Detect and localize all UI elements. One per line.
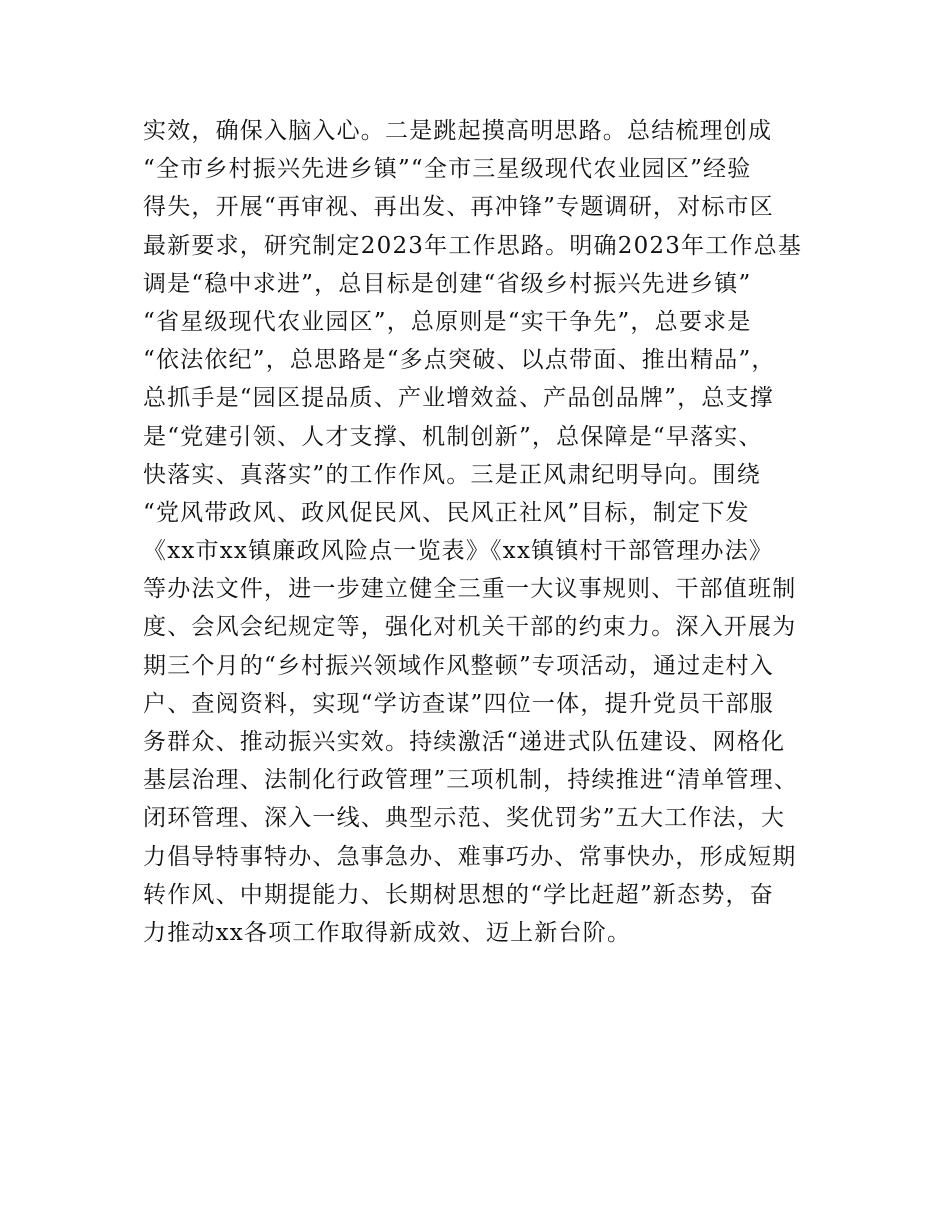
paragraph-line: 快落实、真落实”的工作作风。三是正风肃纪明导向。围绕 bbox=[143, 461, 761, 488]
paragraph-line: 力推动xx各项工作取得新成效、迈上新台阶。 bbox=[143, 919, 632, 946]
paragraph-line: 户、查阅资料，实现“学访查谋”四位一体，提升党员干部服 bbox=[143, 690, 774, 717]
paragraph-line: “全市乡村振兴先进乡镇”“全市三星级现代农业园区”经验 bbox=[143, 156, 752, 183]
paragraph-line: 务群众、推动振兴实效。持续激活“递进式队伍建设、网格化 bbox=[143, 729, 786, 755]
paragraph-line: “依法依纪”，总思路是“多点突破、以点带面、推出精品”， bbox=[143, 347, 776, 374]
paragraph-line: 总抓手是“园区提品质、产业增效益、产品创品牌”，总支撑 bbox=[143, 385, 774, 412]
paragraph-line: 等办法文件，进一步建立健全三重一大议事规则、干部值班制 bbox=[143, 576, 797, 603]
paragraph-line: 力倡导特事特办、急事急办、难事巧办、常事快办，形成短期 bbox=[143, 843, 797, 870]
paragraph-line: 是“党建引领、人才支撑、机制创新”，总保障是“早落实、 bbox=[143, 423, 763, 450]
paragraph-line: 最新要求，研究制定2023年工作思路。明确2023年工作总基 bbox=[143, 232, 803, 259]
paragraph-line: “省星级现代农业园区”，总原则是“实干争先”，总要求是 bbox=[143, 308, 752, 335]
paragraph-line: 得失，开展“再审视、再出发、再冲锋”专题调研，对标市区 bbox=[143, 194, 774, 221]
body-paragraph bbox=[143, 112, 843, 952]
paragraph-line: 《xx市xx镇廉政风险点一览表》《xx镇镇村干部管理办法》 bbox=[143, 538, 774, 565]
paragraph-line: “党风带政风、政风促民风、民风正社风”目标，制定下发 bbox=[143, 499, 750, 526]
paragraph-line: 基层治理、法制化行政管理”三项机制，持续推进“清单管理、 bbox=[143, 767, 799, 794]
paragraph-line: 转作风、中期提能力、长期树思想的“学比赶超”新态势，奋 bbox=[143, 881, 774, 908]
paragraph-line: 实效，确保入脑入心。二是跳起摸高明思路。总结梳理创成 bbox=[143, 118, 773, 144]
paragraph-line: 期三个月的“乡村振兴领域作风整顿”专项活动，通过走村入 bbox=[143, 652, 774, 679]
paragraph-line: 调是“稳中求进”，总目标是创建“省级乡村振兴先进乡镇” bbox=[143, 270, 752, 297]
paragraph-line: 闭环管理、深入一线、典型示范、奖优罚劣”五大工作法，大 bbox=[143, 805, 786, 832]
paragraph-line: 度、会风会纪规定等，强化对机关干部的约束力。深入开展为 bbox=[143, 614, 797, 641]
